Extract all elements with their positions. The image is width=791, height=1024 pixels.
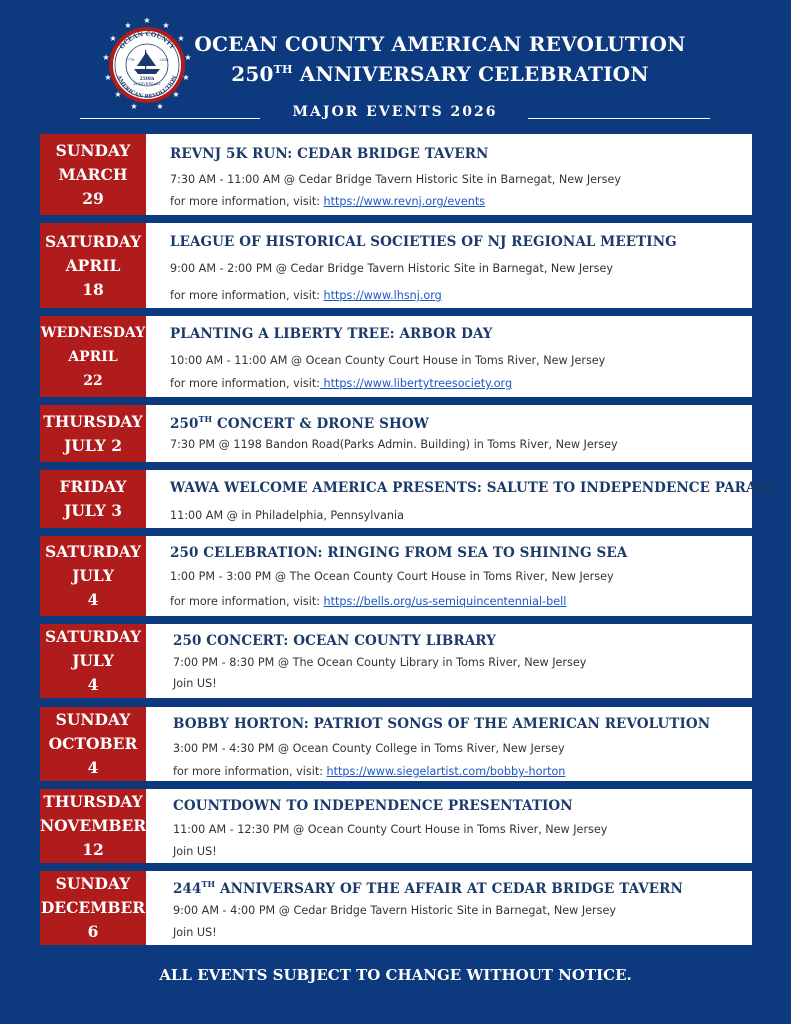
svg-text:★: ★ (102, 53, 110, 62)
svg-text:★: ★ (130, 102, 138, 111)
event-date: 4 (87, 758, 99, 777)
event-more-info: for more information, visit: https://www.siegelartist.com/bobby-horton (173, 765, 566, 778)
event-date: 6 (87, 922, 99, 941)
event-month: APRIL (65, 255, 121, 275)
event-date-box (40, 405, 146, 462)
event-details: 1:00 PM - 3:00 PM @ The Ocean County Court House in Toms River, New Jersey (170, 570, 614, 583)
event-month: JULY 3 (63, 501, 122, 520)
event-day: WEDNESDAY (40, 324, 146, 341)
event-month: OCTOBER (48, 734, 138, 753)
event-row (40, 707, 752, 781)
event-title: WAWA WELCOME AMERICA PRESENTS: SALUTE TO INDEPENDENCE PARADE (170, 480, 779, 496)
event-day: SATURDAY (44, 627, 142, 646)
event-title: BOBBY HORTON: PATRIOT SONGS OF THE AMERICAN REVOLUTION (173, 716, 711, 732)
event-details: 3:00 PM - 4:30 PM @ Ocean County College in Toms River, New Jersey (173, 742, 565, 755)
event-more-info: for more information, visit: https://www.revnj.org/events (170, 195, 486, 208)
event-details: 10:00 AM - 11:00 AM @ Ocean County Court House in Toms River, New Jersey (170, 354, 606, 367)
svg-text:2026: 2026 (159, 58, 169, 62)
svg-text:ANNIVERSARY: ANNIVERSARY (133, 82, 161, 86)
event-day: FRIDAY (59, 477, 127, 496)
page-header (0, 0, 791, 130)
event-date: 12 (82, 840, 104, 859)
event-details: 11:00 AM @ in Philadelphia, Pennsylvania (170, 509, 404, 522)
event-date-box (40, 470, 146, 528)
subtitle-divider-right (528, 118, 710, 119)
event-title: PLANTING A LIBERTY TREE: ARBOR DAY (170, 326, 493, 342)
event-row (40, 789, 752, 863)
event-day: SATURDAY (44, 231, 142, 251)
event-day: SATURDAY (44, 542, 142, 561)
svg-text:★: ★ (104, 73, 112, 82)
event-details: 9:00 AM - 2:00 PM @ Cedar Bridge Tavern Historic Site in Barnegat, New Jersey (170, 262, 613, 275)
event-link[interactable]: https://www.lhsnj.org (323, 289, 442, 302)
event-row (40, 624, 752, 698)
event-date-box (40, 316, 146, 397)
event-month: DECEMBER (40, 898, 146, 917)
event-row (40, 536, 752, 616)
event-details: 7:00 PM - 8:30 PM @ The Ocean County Library in Toms River, New Jersey (173, 656, 587, 669)
main-title-line-2: 250TH ANNIVERSARY CELEBRATION (231, 62, 649, 86)
event-title: LEAGUE OF HISTORICAL SOCIETIES OF NJ REGIONAL MEETING (170, 234, 677, 250)
svg-text:★: ★ (109, 34, 117, 43)
event-details: 11:00 AM - 12:30 PM @ Ocean County Court House in Toms River, New Jersey (173, 823, 608, 836)
event-date: 29 (82, 188, 104, 208)
svg-text:★: ★ (172, 90, 180, 99)
svg-text:★: ★ (114, 90, 122, 99)
event-day: SUNDAY (55, 874, 131, 893)
svg-text:★: ★ (177, 34, 185, 43)
event-row (40, 871, 752, 945)
event-row (40, 134, 752, 215)
event-month: MARCH (58, 164, 128, 184)
svg-text:★: ★ (182, 73, 190, 82)
event-title: 250 CONCERT: OCEAN COUNTY LIBRARY (173, 633, 496, 649)
event-date-box (40, 134, 146, 215)
event-date: 4 (87, 590, 99, 609)
event-more-info: for more information, visit: https://www.libertytreesociety.org (170, 377, 513, 390)
svg-text:OCEAN COUNTY: OCEAN COUNTY (118, 30, 176, 51)
event-date-box (40, 871, 146, 945)
event-extra-note: Join US! (173, 845, 217, 858)
event-row (40, 316, 752, 397)
svg-text:★: ★ (162, 21, 170, 30)
event-row (40, 470, 779, 528)
event-extra-note: Join US! (173, 926, 217, 939)
event-details: 7:30 AM - 11:00 AM @ Cedar Bridge Tavern Historic Site in Barnegat, New Jersey (170, 173, 621, 186)
event-details: 7:30 PM @ 1198 Bandon Road(Parks Admin. Building) in Toms River, New Jersey (170, 438, 618, 451)
event-month: JULY (72, 566, 114, 585)
page-subtitle: MAJOR EVENTS 2026 (292, 104, 498, 120)
event-date-box (40, 624, 146, 698)
event-row (40, 223, 752, 308)
event-month: NOVEMBER (40, 816, 147, 835)
main-title-line-1: OCEAN COUNTY AMERICAN REVOLUTION (194, 32, 686, 56)
event-day: SUNDAY (55, 140, 131, 160)
svg-text:★: ★ (143, 16, 151, 25)
svg-text:AMERICAN REVOLUTION: AMERICAN REVOLUTION (115, 74, 179, 101)
event-title: COUNTDOWN TO INDEPENDENCE PRESENTATION (173, 798, 573, 814)
event-date: 22 (83, 372, 103, 389)
event-date-box (40, 707, 146, 781)
svg-text:★: ★ (124, 21, 132, 30)
event-more-info: for more information, visit: https://bells.org/us-semiquincentennial-bell (170, 595, 567, 608)
event-date: 4 (87, 675, 99, 694)
event-date-box (40, 223, 146, 308)
subtitle-divider-left (80, 118, 260, 119)
event-day: SUNDAY (55, 710, 131, 729)
event-day: THURSDAY (43, 792, 143, 811)
event-title: 244TH ANNIVERSARY OF THE AFFAIR AT CEDAR BRIDGE TAVERN (173, 879, 683, 897)
event-day: THURSDAY (43, 411, 143, 431)
event-link[interactable]: https://bells.org/us-semiquincentennial-bell (323, 595, 567, 608)
svg-text:250th: 250th (139, 77, 155, 82)
event-date-box (40, 536, 146, 616)
event-title: 250TH CONCERT & DRONE SHOW (170, 414, 429, 432)
event-extra-note: Join US! (173, 677, 217, 690)
event-link[interactable]: https://www.siegelartist.com/bobby-horton (326, 765, 566, 778)
disclaimer-footer: ALL EVENTS SUBJECT TO CHANGE WITHOUT NOTICE. (159, 966, 632, 984)
event-month: JULY (72, 651, 114, 670)
event-details: 9:00 AM - 4:00 PM @ Cedar Bridge Tavern Historic Site in Barnegat, New Jersey (173, 904, 616, 917)
event-title: 250 CELEBRATION: RINGING FROM SEA TO SHINING SEA (170, 545, 628, 561)
svg-text:1776: 1776 (125, 58, 135, 62)
event-row (40, 405, 752, 462)
event-month: APRIL (68, 348, 118, 365)
event-link[interactable]: https://www.revnj.org/events (323, 195, 486, 208)
svg-text:★: ★ (184, 53, 192, 62)
event-date: 18 (82, 279, 104, 299)
event-more-info: for more information, visit: https://www.lhsnj.org (170, 289, 442, 302)
event-title: REVNJ 5K RUN: CEDAR BRIDGE TAVERN (170, 146, 489, 162)
event-month: JULY 2 (63, 435, 122, 455)
event-link[interactable]: https://www.libertytreesociety.org (319, 377, 513, 390)
event-date-box (40, 789, 146, 863)
svg-text:★: ★ (156, 102, 164, 111)
